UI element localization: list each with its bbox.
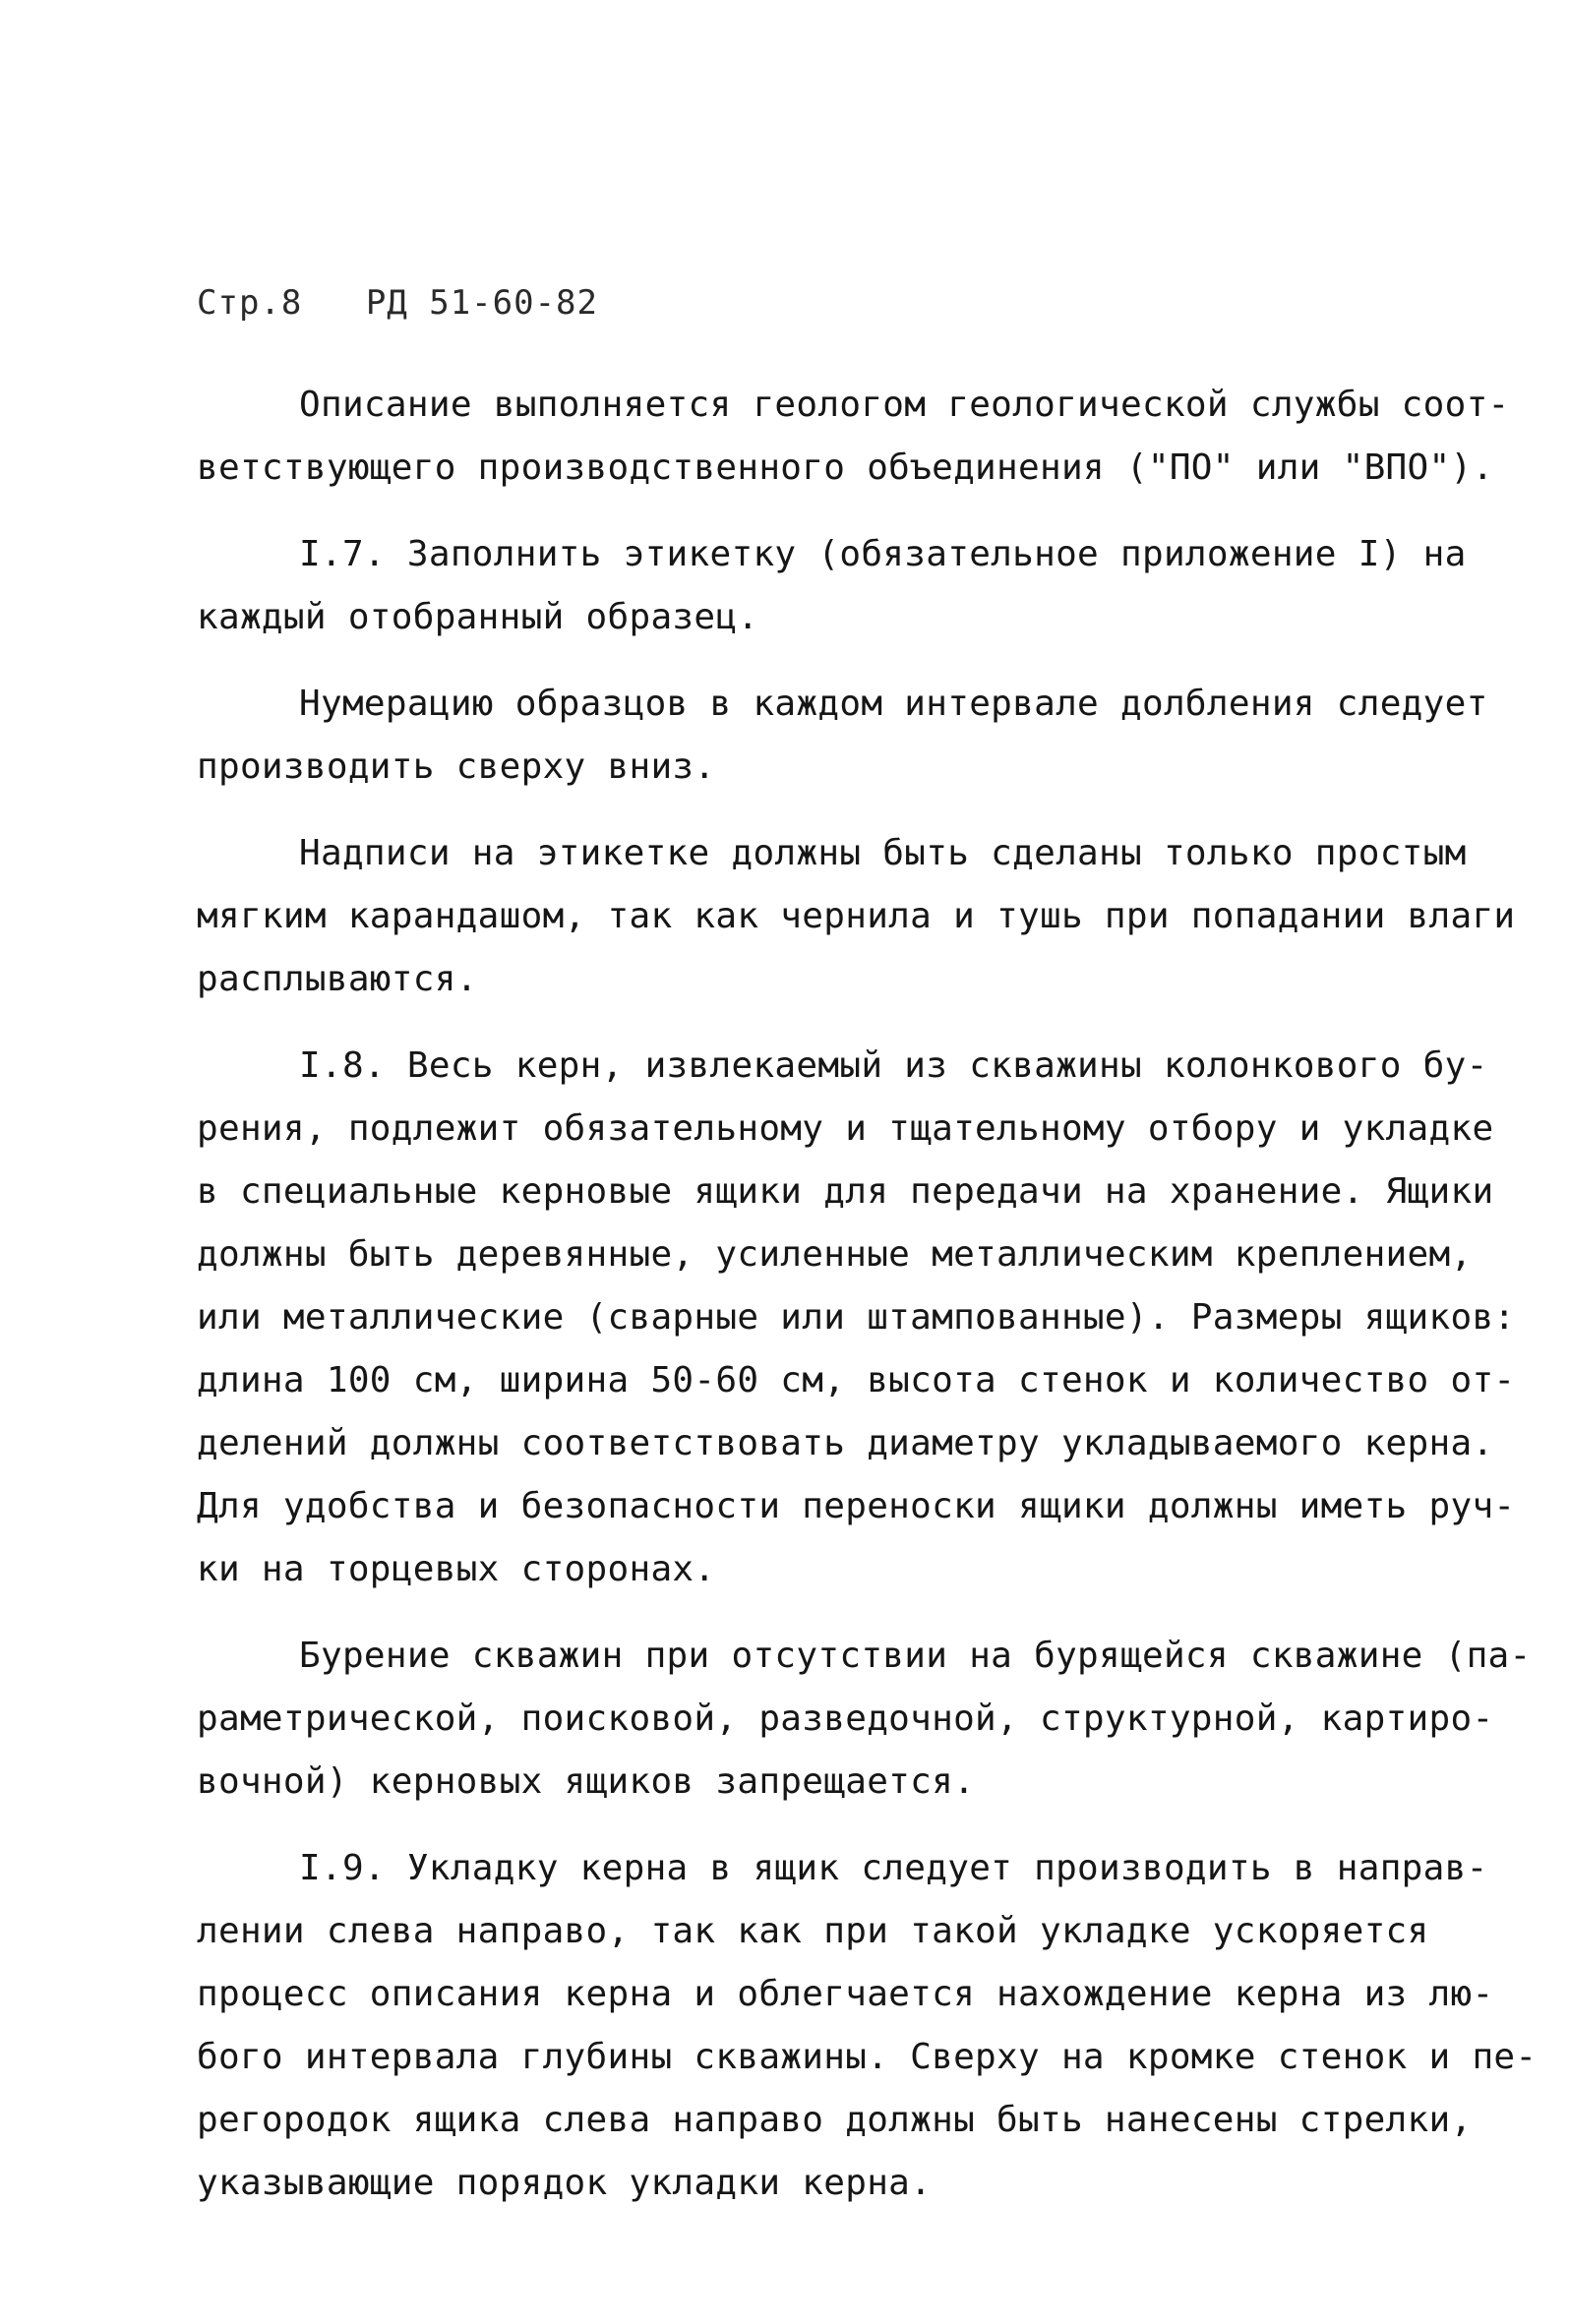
text-line: процесс описания керна и облегчается нахождение керна из лю-	[197, 1974, 1494, 2014]
text-line: ветствующего производственного объединения ("ПО" или "ВПО").	[197, 447, 1494, 488]
paragraph-labels	[197, 822, 1516, 1011]
text-line: I.7. Заполнить этикетку (обязательное приложение I) на	[299, 534, 1467, 574]
text-line: рения, подлежит обязательному и тщательному отбору и укладке	[197, 1108, 1494, 1149]
text-line: вочной) керновых ящиков запрещается.	[197, 1761, 976, 1802]
text-line: I.9. Укладку керна в ящик следует производить в направ-	[299, 1848, 1488, 1888]
paragraph-description	[197, 374, 1510, 500]
text-line: бого интервала глубины скважины. Сверху на кромке стенок и пе-	[197, 2037, 1538, 2077]
paragraph-1-9	[197, 1837, 1538, 2215]
paragraph-1-7	[197, 523, 1467, 649]
text-line: I.8. Весь керн, извлекаемый из скважины колонкового бу-	[299, 1045, 1488, 1086]
text-line: или металлические (сварные или штампованные). Размеры ящиков:	[197, 1297, 1516, 1338]
paragraph-drilling-prohibited	[197, 1625, 1532, 1814]
text-line: мягким карандашом, так как чернила и тушь при попадании влаги	[197, 896, 1516, 936]
text-line: лении слева направо, так как при такой укладке ускоряется	[197, 1911, 1429, 1951]
text-line: длина 100 см, ширина 50-60 см, высота стенок и количество от-	[197, 1360, 1516, 1400]
text-line: регородок ящика слева направо должны быть нанесены стрелки,	[197, 2100, 1473, 2140]
text-line: должны быть деревянные, усиленные металлическим креплением,	[197, 1234, 1473, 1275]
text-line: делений должны соответствовать диаметру укладываемого керна.	[197, 1423, 1494, 1463]
text-line: ки на торцевых сторонах.	[197, 1549, 716, 1589]
text-line: раметрической, поисковой, разведочной, структурной, картиро-	[197, 1698, 1494, 1739]
text-line: расплываются.	[197, 959, 478, 999]
text-line: в специальные керновые ящики для передачи на хранение. Ящики	[197, 1171, 1494, 1212]
document-code: РД 51-60-82	[365, 283, 598, 323]
paragraph-numbering	[197, 673, 1488, 799]
text-line: Для удобства и безопасности переноски ящики должны иметь руч-	[197, 1486, 1516, 1526]
page-header	[197, 283, 598, 323]
text-line: указывающие порядок укладки керна.	[197, 2163, 933, 2203]
text-line: каждый отобранный образец.	[197, 597, 759, 637]
text-line: Описание выполняется геологом геологической службы соот-	[299, 385, 1510, 425]
body-text	[197, 374, 1538, 2215]
text-line: Надписи на этикетке должны быть сделаны только простым	[299, 833, 1467, 873]
text-line: Нумерацию образцов в каждом интервале долбления следует	[299, 684, 1488, 724]
text-line: производить сверху вниз.	[197, 746, 716, 787]
paragraph-1-8	[197, 1035, 1516, 1601]
text-line: Бурение скважин при отсутствии на бурящейся скважине (па-	[299, 1636, 1532, 1676]
page-number: Стр.8	[197, 283, 303, 323]
